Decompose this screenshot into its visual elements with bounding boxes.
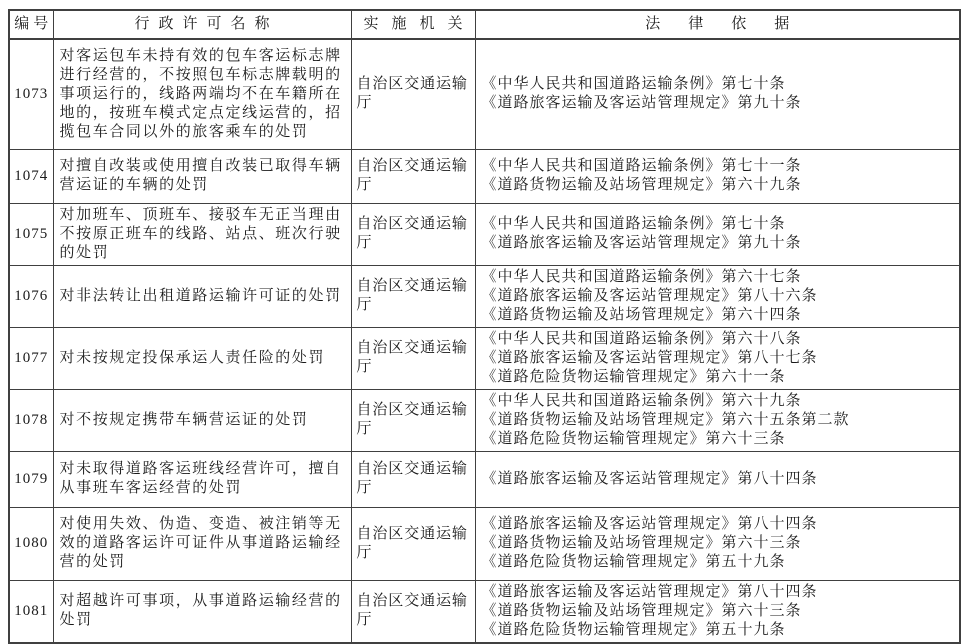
header-id <box>9 10 53 39</box>
row-id-cell: 1074 <box>9 149 53 203</box>
row-id-cell: 1079 <box>9 451 53 507</box>
header-permit-name <box>53 10 351 39</box>
table-row <box>9 203 960 265</box>
header-id-label: 编号 <box>14 16 53 32</box>
legal-basis-cell: 《道路旅客运输及客运站管理规定》第八十四条 《道路货物运输及站场管理规定》第六十三条 《道路危险货物运输管理规定》第五十九条 <box>475 580 960 643</box>
legal-basis-cell: 《中华人民共和国道路运输条例》第六十八条 《道路旅客运输及客运站管理规定》第八十七条 《道路危险货物运输管理规定》第六十一条 <box>475 327 960 389</box>
agency-cell: 自治区交通运输厅 <box>351 149 475 203</box>
agency-cell: 自治区交通运输厅 <box>351 39 475 149</box>
permit-name-cell: 对未取得道路客运班线经营许可，擅自从事班车客运经营的处罚 <box>53 451 351 507</box>
row-id-cell: 1077 <box>9 327 53 389</box>
agency-cell: 自治区交通运输厅 <box>351 451 475 507</box>
legal-basis-cell: 《道路旅客运输及客运站管理规定》第八十四条 《道路货物运输及站场管理规定》第六十三条 《道路危险货物运输管理规定》第五十九条 <box>475 507 960 580</box>
agency-cell: 自治区交通运输厅 <box>351 580 475 643</box>
agency-cell: 自治区交通运输厅 <box>351 507 475 580</box>
table-row <box>9 39 960 149</box>
agency-cell: 自治区交通运输厅 <box>351 389 475 451</box>
permit-name-cell: 对非法转让出租道路运输许可证的处罚 <box>53 265 351 327</box>
permit-name-cell: 对使用失效、伪造、变造、被注销等无效的道路客运许可证件从事道路运输经营的处罚 <box>53 507 351 580</box>
legal-basis-cell: 《道路旅客运输及客运站管理规定》第八十四条 <box>475 451 960 507</box>
agency-cell: 自治区交通运输厅 <box>351 203 475 265</box>
header-legal-basis-label: 法律依据 <box>645 16 818 32</box>
header-agency <box>351 10 475 39</box>
row-id-cell: 1078 <box>9 389 53 451</box>
table-header-row <box>9 10 960 39</box>
legal-basis-cell: 《中华人民共和国道路运输条例》第六十七条 《道路旅客运输及客运站管理规定》第八十六条 《道路货物运输及站场管理规定》第六十四条 <box>475 265 960 327</box>
table-row <box>9 327 960 389</box>
agency-cell: 自治区交通运输厅 <box>351 327 475 389</box>
agency-cell: 自治区交通运输厅 <box>351 265 475 327</box>
row-id-cell: 1073 <box>9 39 53 149</box>
table-row <box>9 389 960 451</box>
legal-basis-cell: 《中华人民共和国道路运输条例》第七十条 《道路旅客运输及客运站管理规定》第九十条 <box>475 39 960 149</box>
permit-name-cell: 对客运包车未持有效的包车客运标志牌进行经营的，不按照包车标志牌载明的事项运行的，线路两端均不在车籍所在地的，按班车模式定点定线运营的，招揽包车合同以外的旅客乘车的处罚 <box>53 39 351 149</box>
header-permit-name-label: 行政许可名称 <box>134 16 279 32</box>
header-legal-basis <box>475 10 960 39</box>
table-row <box>9 507 960 580</box>
row-id-cell: 1076 <box>9 265 53 327</box>
legal-basis-cell: 《中华人民共和国道路运输条例》第七十条 《道路旅客运输及客运站管理规定》第九十条 <box>475 203 960 265</box>
legal-basis-cell: 《中华人民共和国道路运输条例》第七十一条 《道路货物运输及站场管理规定》第六十九条 <box>475 149 960 203</box>
legal-basis-cell: 《中华人民共和国道路运输条例》第六十九条 《道路货物运输及站场管理规定》第六十五条第二款 《道路危险货物运输管理规定》第六十三条 <box>475 389 960 451</box>
table-row <box>9 149 960 203</box>
table-row <box>9 265 960 327</box>
permit-name-cell: 对不按规定携带车辆营运证的处罚 <box>53 389 351 451</box>
permits-table <box>8 9 961 644</box>
table-row <box>9 451 960 507</box>
header-agency-label: 实施机关 <box>363 16 476 32</box>
row-id-cell: 1080 <box>9 507 53 580</box>
permit-name-cell: 对擅自改装或使用擅自改装已取得车辆营运证的车辆的处罚 <box>53 149 351 203</box>
permit-name-cell: 对未按规定投保承运人责任险的处罚 <box>53 327 351 389</box>
permit-name-cell: 对超越许可事项，从事道路运输经营的处罚 <box>53 580 351 643</box>
permit-name-cell: 对加班车、顶班车、接驳车无正当理由不按原正班车的线路、站点、班次行驶的处罚 <box>53 203 351 265</box>
row-id-cell: 1075 <box>9 203 53 265</box>
table-row <box>9 580 960 643</box>
row-id-cell: 1081 <box>9 580 53 643</box>
